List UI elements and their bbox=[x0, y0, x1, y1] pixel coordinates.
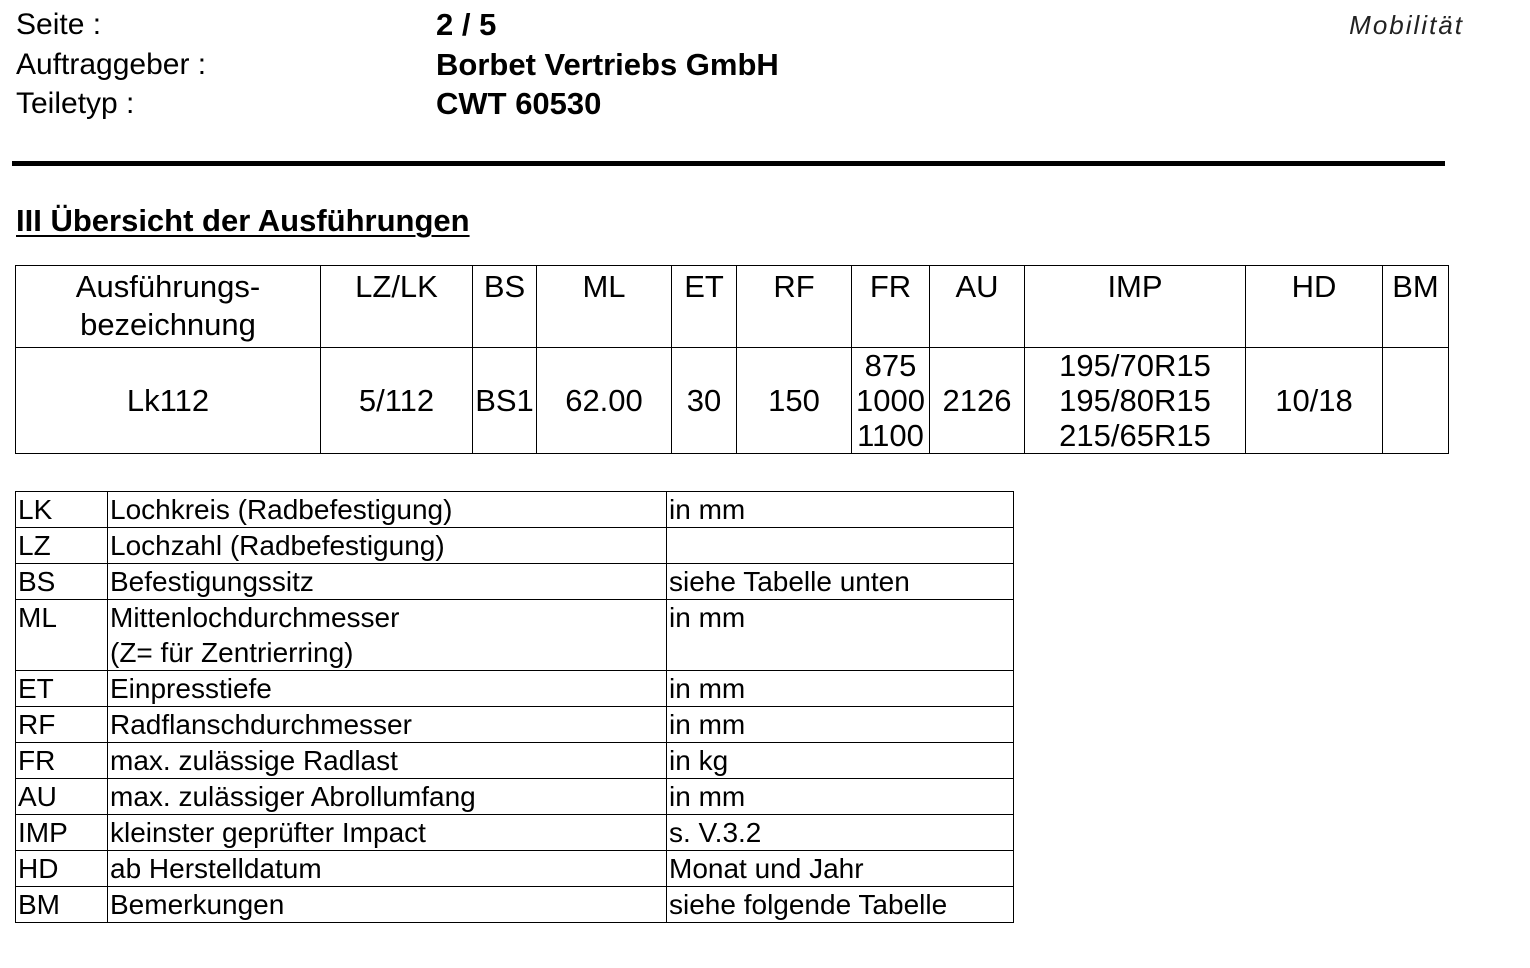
legend-row bbox=[16, 564, 1014, 600]
legend-unit: siehe folgende Tabelle bbox=[667, 887, 1014, 923]
legend-row bbox=[16, 600, 1014, 671]
legend-description: kleinster geprüfter Impact bbox=[108, 815, 667, 851]
legend-row bbox=[16, 779, 1014, 815]
legend-description: Bemerkungen bbox=[108, 887, 667, 923]
legend-row bbox=[16, 707, 1014, 743]
variants-header-row bbox=[16, 266, 1449, 348]
table-row bbox=[16, 348, 1449, 454]
legend-abbr: LK bbox=[16, 492, 108, 528]
bs-cell: BS1 bbox=[473, 348, 537, 454]
client-label: Auftraggeber : bbox=[16, 48, 207, 81]
column-header: ET bbox=[672, 266, 737, 348]
rf-cell: 150 bbox=[737, 348, 852, 454]
fr-value: 1000 bbox=[856, 383, 925, 418]
legend-description: Mittenlochdurchmesser (Z= für Zentrierring) bbox=[108, 600, 667, 671]
client-name: Borbet Vertriebs GmbH bbox=[436, 47, 779, 82]
column-header: Ausführungs- bezeichnung bbox=[16, 266, 321, 348]
column-header: BM bbox=[1383, 266, 1449, 348]
fr-value: 1100 bbox=[857, 418, 924, 453]
legend-abbr: LZ bbox=[16, 528, 108, 564]
imp-value: 195/80R15 bbox=[1059, 383, 1211, 418]
part-type-label: Teiletyp : bbox=[16, 87, 135, 120]
imp-value: 195/70R15 bbox=[1059, 348, 1211, 383]
legend-unit: siehe Tabelle unten bbox=[667, 564, 1014, 600]
legend-row bbox=[16, 492, 1014, 528]
legend-description: max. zulässiger Abrollumfang bbox=[108, 779, 667, 815]
legend-unit bbox=[667, 528, 1014, 564]
column-header: BS bbox=[473, 266, 537, 348]
imp-cell bbox=[1025, 348, 1246, 454]
et-cell: 30 bbox=[672, 348, 737, 454]
column-header: HD bbox=[1246, 266, 1383, 348]
legend-row bbox=[16, 815, 1014, 851]
lz-lk-cell: 5/112 bbox=[321, 348, 473, 454]
legend-unit: Monat und Jahr bbox=[667, 851, 1014, 887]
legend-abbr: BS bbox=[16, 564, 108, 600]
legend-row bbox=[16, 743, 1014, 779]
column-header: ML bbox=[537, 266, 672, 348]
legend-abbr: AU bbox=[16, 779, 108, 815]
column-header: FR bbox=[852, 266, 930, 348]
column-header: IMP bbox=[1025, 266, 1246, 348]
legend-unit: in mm bbox=[667, 671, 1014, 707]
imp-value: 215/65R15 bbox=[1059, 418, 1211, 453]
legend-abbr: ET bbox=[16, 671, 108, 707]
legend-unit: in mm bbox=[667, 779, 1014, 815]
legend-unit: in mm bbox=[667, 600, 1014, 671]
fr-value: 875 bbox=[864, 348, 917, 383]
variants-table bbox=[15, 265, 1449, 454]
legend-row bbox=[16, 851, 1014, 887]
legend-table bbox=[15, 491, 1014, 923]
fr-cell bbox=[852, 348, 930, 454]
legend-abbr: IMP bbox=[16, 815, 108, 851]
legend-row bbox=[16, 671, 1014, 707]
legend-unit: s. V.3.2 bbox=[667, 815, 1014, 851]
section-title: III Übersicht der Ausführungen bbox=[16, 203, 470, 238]
legend-unit: in kg bbox=[667, 743, 1014, 779]
legend-abbr: FR bbox=[16, 743, 108, 779]
legend-row bbox=[16, 887, 1014, 923]
legend-unit: in mm bbox=[667, 492, 1014, 528]
page-label: Seite : bbox=[16, 8, 102, 41]
legend-abbr: BM bbox=[16, 887, 108, 923]
legend-unit: in mm bbox=[667, 707, 1014, 743]
legend-description: max. zulässige Radlast bbox=[108, 743, 667, 779]
page-number: 2 / 5 bbox=[436, 7, 497, 42]
legend-description: Einpresstiefe bbox=[108, 671, 667, 707]
legend-description: Radflanschdurchmesser bbox=[108, 707, 667, 743]
legend-abbr: RF bbox=[16, 707, 108, 743]
ml-cell: 62.00 bbox=[537, 348, 672, 454]
designation-cell: Lk112 bbox=[16, 348, 321, 454]
column-header: RF bbox=[737, 266, 852, 348]
legend-row bbox=[16, 528, 1014, 564]
legend-abbr: HD bbox=[16, 851, 108, 887]
part-type-value: CWT 60530 bbox=[436, 86, 602, 121]
column-header: AU bbox=[930, 266, 1025, 348]
brand-text: Mobilität bbox=[1349, 10, 1464, 40]
legend-description: ab Herstelldatum bbox=[108, 851, 667, 887]
hd-cell: 10/18 bbox=[1246, 348, 1383, 454]
au-cell: 2126 bbox=[930, 348, 1025, 454]
legend-description: Lochzahl (Radbefestigung) bbox=[108, 528, 667, 564]
legend-description: Befestigungssitz bbox=[108, 564, 667, 600]
header-divider bbox=[12, 161, 1445, 166]
column-header: LZ/LK bbox=[321, 266, 473, 348]
legend-abbr: ML bbox=[16, 600, 108, 671]
bm-cell bbox=[1383, 348, 1449, 454]
legend-description: Lochkreis (Radbefestigung) bbox=[108, 492, 667, 528]
